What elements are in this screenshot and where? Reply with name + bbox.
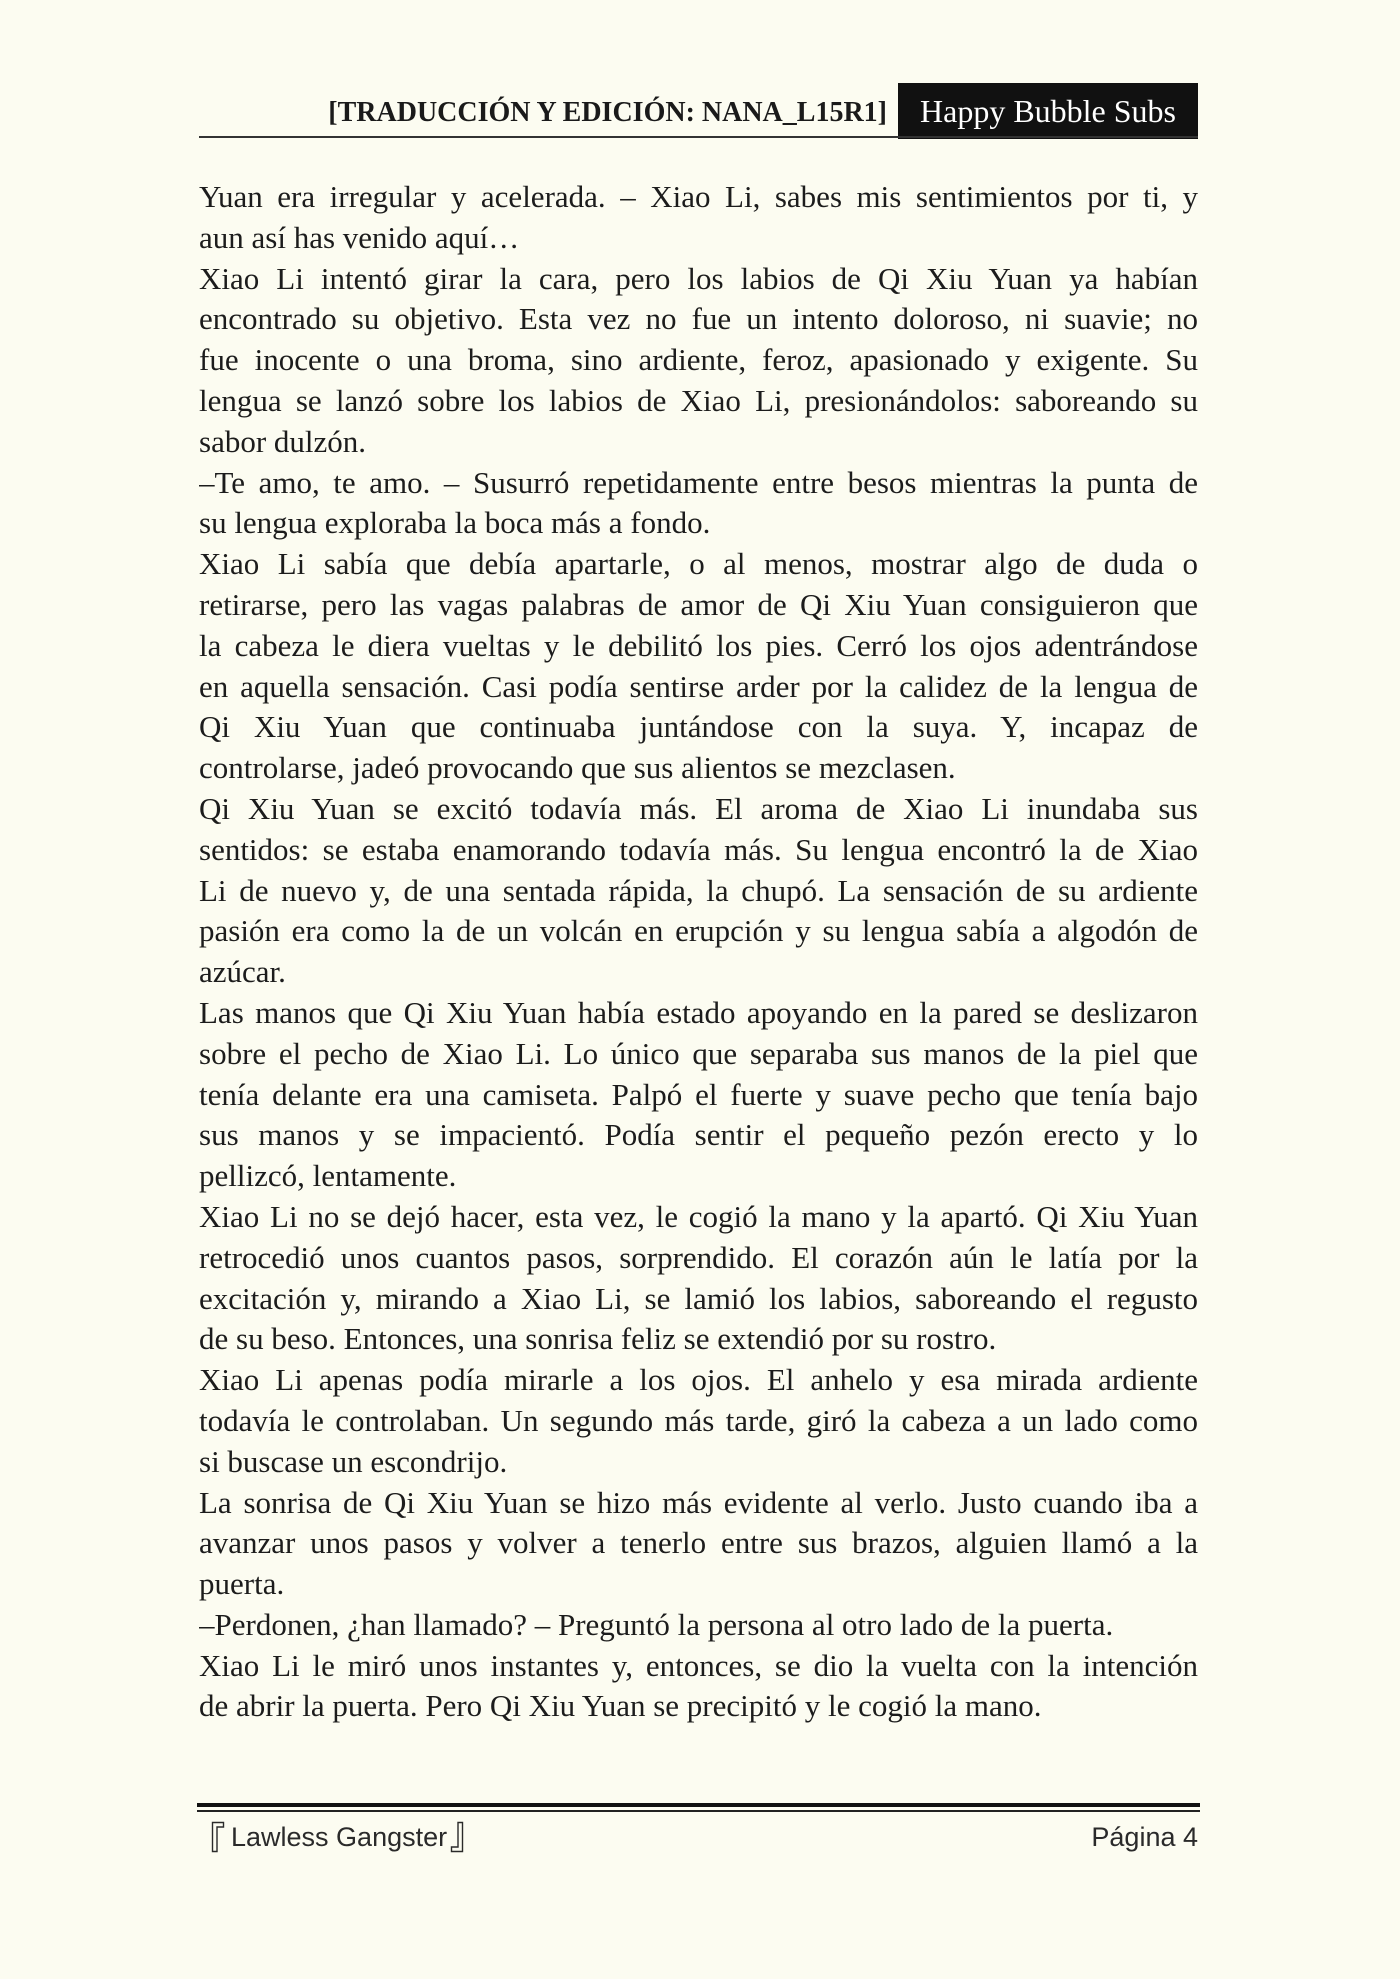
paragraph [199, 1360, 1198, 1482]
footer-divider-thick [197, 1803, 1200, 1807]
text-line: Xiao Li le miró unos instantes y, entonces, se dio la vuelta con la intención [199, 1647, 1198, 1683]
translation-credit: [TRADUCCIÓN Y EDICIÓN: NANA_L15R1] [328, 97, 887, 128]
close-corner-bracket-icon [450, 1821, 464, 1853]
text-line: excitación y, mirando a Xiao Li, se lamió los labios, saboreando el regusto [199, 1280, 1198, 1316]
text-line: lengua se lanzó sobre los labios de Xiao Li, presionándolos: saboreando su [199, 382, 1198, 418]
text-line: tenía delante era una camiseta. Palpó el fuerte y suave pecho que tenía bajo [199, 1076, 1198, 1112]
text-line: sobre el pecho de Xiao Li. Lo único que separaba sus manos de la piel que [199, 1035, 1198, 1071]
text-line: pasión era como la de un volcán en erupción y su lengua sabía a algodón de [199, 913, 1198, 949]
text-line: sabor dulzón. [199, 423, 367, 459]
text-line: –Te amo, te amo. – Susurró repetidamente entre besos mientras la punta de [199, 464, 1198, 500]
book-title: Lawless Gangster [231, 1821, 448, 1852]
text-line: Qi Xiu Yuan que continuaba juntándose con la suya. Y, incapaz de [199, 709, 1198, 745]
text-line: –Perdonen, ¿han llamado? – Preguntó la persona al otro lado de la puerta. [199, 1606, 1114, 1642]
paragraph [199, 1483, 1198, 1605]
text-line: sentidos: se estaba enamorando todavía más. Su lengua encontró la de Xiao [199, 831, 1198, 867]
text-line: retrocedió unos cuantos pasos, sorprendido. El corazón aún le latía por la [199, 1239, 1198, 1275]
text-line: Qi Xiu Yuan se excitó todavía más. El aroma de Xiao Li inundaba sus [199, 790, 1198, 826]
paragraph [199, 544, 1198, 789]
text-line: Yuan era irregular y acelerada. – Xiao Li, sabes mis sentimientos por ti, y [199, 179, 1198, 214]
text-line: puerta. [199, 1566, 285, 1602]
paragraph [199, 789, 1198, 993]
text-line: encontrado su objetivo. Esta vez no fue un intento doloroso, ni suavie; no [199, 301, 1198, 337]
paragraph [199, 177, 1198, 259]
text-line: Xiao Li intentó girar la cara, pero los labios de Qi Xiu Yuan ya habían [199, 260, 1198, 296]
paragraph [199, 1605, 1198, 1646]
page-number: Página 4 [1091, 1822, 1198, 1852]
page-body [199, 177, 1198, 1727]
text-line: su lengua exploraba la boca más a fondo. [199, 505, 711, 541]
text-line: La sonrisa de Qi Xiu Yuan se hizo más evidente al verlo. Justo cuando iba a [199, 1484, 1198, 1520]
paragraph [199, 259, 1198, 463]
group-badge: Happy Bubble Subs [898, 83, 1198, 139]
paragraph [199, 463, 1198, 545]
footer-book-title [211, 1820, 464, 1854]
paragraph [199, 1197, 1198, 1360]
text-line: controlarse, jadeó provocando que sus alientos se mezclasen. [199, 750, 956, 786]
text-line: avanzar unos pasos y volver a tenerlo entre sus brazos, alguien llamó a la [199, 1525, 1198, 1561]
text-line: Las manos que Qi Xiu Yuan había estado apoyando en la pared se deslizaron [199, 994, 1198, 1030]
text-line: fue inocente o una broma, sino ardiente, feroz, apasionado y exigente. Su [199, 342, 1198, 378]
text-line: en aquella sensación. Casi podía sentirse arder por la calidez de la lengua de [199, 668, 1198, 704]
text-line: aun así has venido aquí… [199, 219, 520, 255]
text-line: si buscase un escondrijo. [199, 1443, 508, 1479]
paragraph [199, 1646, 1198, 1728]
text-line: retirarse, pero las vagas palabras de amor de Qi Xiu Yuan consiguieron que [199, 586, 1198, 622]
text-line: de abrir la puerta. Pero Qi Xiu Yuan se precipitó y le cogió la mano. [199, 1688, 1042, 1724]
text-line: Xiao Li no se dejó hacer, esta vez, le cogió la mano y la apartó. Qi Xiu Yuan [199, 1198, 1198, 1234]
text-line: Xiao Li sabía que debía apartarle, o al menos, mostrar algo de duda o [199, 546, 1198, 582]
header-divider [199, 136, 1198, 138]
text-line: sus manos y se impacientó. Podía sentir el pequeño pezón erecto y lo [199, 1117, 1198, 1153]
text-line: azúcar. [199, 954, 286, 990]
text-line: pellizcó, lentamente. [199, 1158, 457, 1194]
text-line: la cabeza le diera vueltas y le debilitó los pies. Cerró los ojos adentrándose [199, 627, 1198, 663]
text-line: de su beso. Entonces, una sonrisa feliz se extendió por su rostro. [199, 1321, 997, 1357]
footer-divider-thin [197, 1810, 1200, 1812]
open-corner-bracket-icon [211, 1821, 225, 1853]
text-line: todavía le controlaban. Un segundo más tarde, giró la cabeza a un lado como [199, 1402, 1198, 1438]
paragraph [199, 993, 1198, 1197]
text-line: Xiao Li apenas podía mirarle a los ojos. El anhelo y esa mirada ardiente [199, 1362, 1198, 1398]
text-line: Li de nuevo y, de una sentada rápida, la chupó. La sensación de su ardiente [199, 872, 1198, 908]
